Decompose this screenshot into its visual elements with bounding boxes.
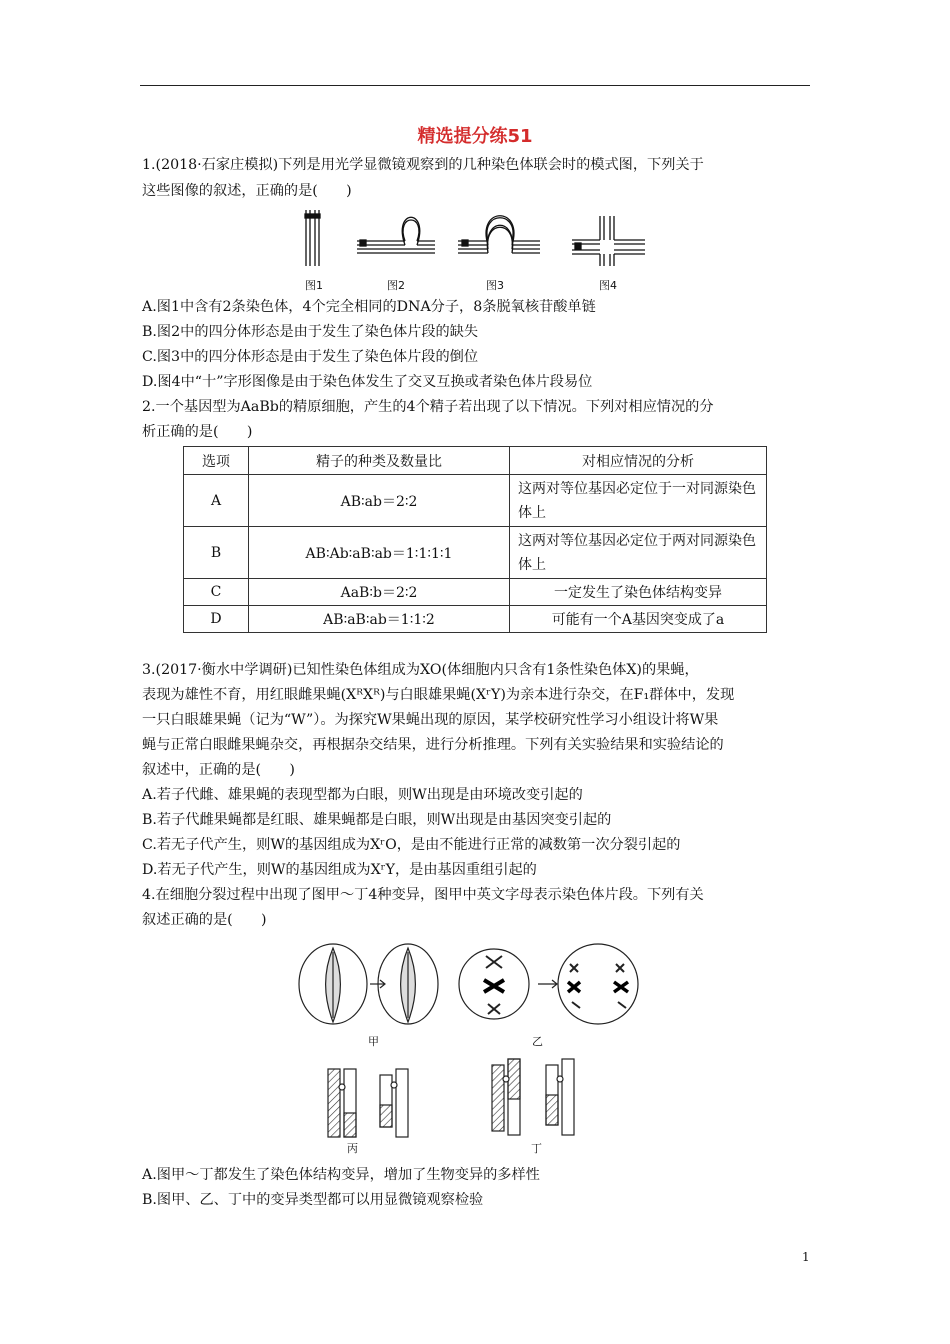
fig-label-2: 图2 — [387, 279, 405, 292]
q3-line-2: 表现为雄性不育，用红眼雌果蝇(XᴿXᴿ)与白眼雄果蝇(XʳY)为亲本进行杂交，在F₁群体中，发现 — [142, 687, 735, 703]
q2-line-1: 2.一个基因型为AaBb的精原细胞，产生的4个精子若出现了以下情况。下列对相应情况的分 — [142, 399, 714, 415]
q2-table — [183, 446, 767, 633]
q3-line-1: 3.(2017·衡水中学调研)已知性染色体组成为XO(体细胞内只含有1条性染色体X)的果蝇， — [142, 662, 699, 678]
page-number: 1 — [802, 1250, 810, 1264]
row-analysis: 可能有一个A基因突变成了a — [510, 606, 767, 633]
q3-option-c: C.若无子代产生，则W的基因组成为XʳO，是由不能进行正常的减数第一次分裂引起的 — [142, 837, 681, 853]
row-ratio: AB∶ab＝2∶2 — [249, 475, 510, 527]
row-option: B — [184, 527, 249, 579]
row-analysis: 一定发生了染色体结构变异 — [510, 579, 767, 606]
fig-label-3: 图3 — [486, 279, 504, 292]
q1-option-b: B.图2中的四分体形态是由于发生了染色体片段的缺失 — [142, 324, 479, 340]
row-ratio: AB∶aB∶ab＝1∶1∶2 — [249, 606, 510, 633]
row-ratio: AaB∶b＝2∶2 — [249, 579, 510, 606]
q1-option-d: D.图4中“十”字形图像是由于染色体发生了交叉互换或者染色体片段易位 — [142, 374, 593, 390]
row-analysis: 这两对等位基因必定位于两对同源染色体上 — [510, 527, 767, 579]
q3-line-4: 蝇与正常白眼雌果蝇杂交，再根据杂交结果，进行分析推理。下列有关实验结果和实验结论的 — [142, 737, 724, 753]
fig-label-4: 图4 — [599, 279, 617, 292]
row-option: A — [184, 475, 249, 527]
q2-line-2: 析正确的是( ) — [142, 424, 253, 440]
q4-option-a: A.图甲～丁都发生了染色体结构变异，增加了生物变异的多样性 — [142, 1167, 540, 1183]
row-option: D — [184, 606, 249, 633]
row-ratio: AB∶Ab∶aB∶ab＝1∶1∶1∶1 — [249, 527, 510, 579]
fig-label-jia: 甲 — [368, 1035, 379, 1048]
q4-line-1: 4.在细胞分裂过程中出现了图甲～丁4种变异，图甲中英文字母表示染色体片段。下列有关 — [142, 887, 704, 903]
q3-option-d: D.若无子代产生，则W的基因组成为XʳY，是由基因重组引起的 — [142, 862, 537, 878]
q4-line-2: 叙述正确的是( ) — [142, 912, 267, 928]
fig-label-1: 图1 — [305, 279, 323, 292]
q3-option-b: B.若子代雌果蝇都是红眼、雄果蝇都是白眼，则W出现是由基因突变引起的 — [142, 812, 612, 828]
header-option: 选项 — [184, 447, 249, 475]
q4-figure-top — [298, 942, 658, 1030]
table-header-row — [184, 447, 767, 475]
page-title: 精选提分练51 — [417, 126, 533, 147]
table-row — [184, 579, 767, 606]
row-option: C — [184, 579, 249, 606]
header-rule — [140, 85, 810, 86]
table-row — [184, 606, 767, 633]
q3-option-a: A.若子代雌、雄果蝇的表现型都为白眼，则W出现是由环境改变引起的 — [142, 787, 583, 803]
header-ratio: 精子的种类及数量比 — [249, 447, 510, 475]
q1-option-c: C.图3中的四分体形态是由于发生了染色体片段的倒位 — [142, 349, 479, 365]
q1-line-1: 1.(2018·石家庄模拟)下列是用光学显微镜观察到的几种染色体联会时的模式图，下列关于 — [142, 157, 704, 173]
row-analysis: 这两对等位基因必定位于一对同源染色体上 — [510, 475, 767, 527]
fig-label-ding: 丁 — [531, 1142, 542, 1155]
q4-figure-bottom — [320, 1055, 580, 1140]
fig-label-yi: 乙 — [532, 1035, 543, 1048]
q1-option-a: A.图1中含有2条染色体，4个完全相同的DNA分子，8条脱氧核苷酸单链 — [142, 299, 596, 315]
q3-line-3: 一只白眼雄果蝇（记为“W”）。为探究W果蝇出现的原因，某学校研究性学习小组设计将W果 — [142, 712, 719, 728]
header-analysis: 对相应情况的分析 — [510, 447, 767, 475]
q1-line-2: 这些图像的叙述，正确的是( ) — [142, 183, 352, 199]
q1-figure — [300, 208, 660, 268]
table-row — [184, 475, 767, 527]
table-row — [184, 527, 767, 579]
fig-label-bing: 丙 — [347, 1142, 358, 1155]
q4-option-b: B.图甲、乙、丁中的变异类型都可以用显微镜观察检验 — [142, 1192, 484, 1208]
q3-line-5: 叙述中，正确的是( ) — [142, 762, 295, 778]
